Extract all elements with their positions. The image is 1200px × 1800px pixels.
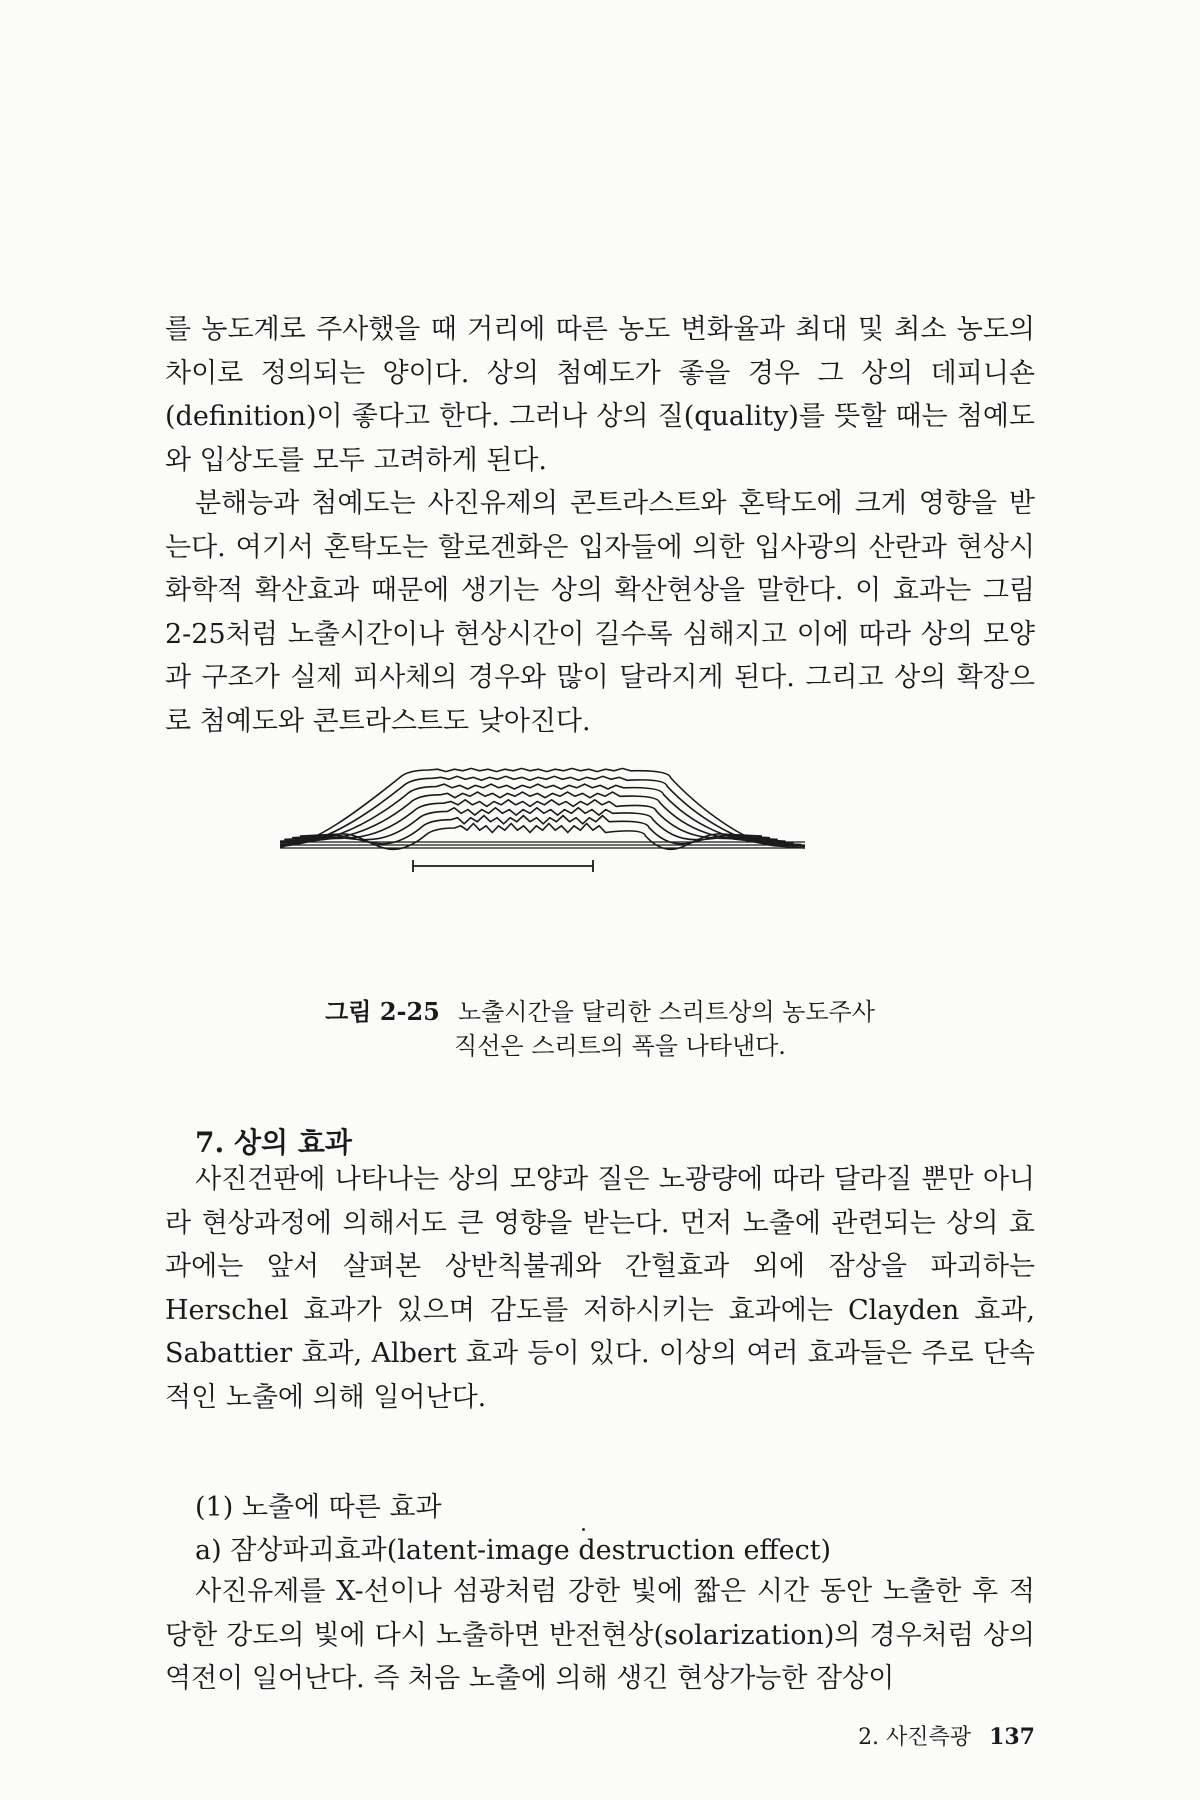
running-footer-chapter: 2. 사진측광 [858,1725,972,1750]
section-number: 7. [195,1126,225,1159]
page-number: 137 [989,1724,1035,1750]
subsection-heading: (1) 노출에 따른 효과 [195,1492,442,1523]
section-heading [195,1123,352,1163]
scan-curves [280,768,805,849]
scan-curve [284,808,778,840]
caption-line-1: 노출시간을 달리한 스리트상의 농도주사 [457,998,875,1026]
subsubsection-heading: a) 잠상파괴효과(latent-image destruction effect) [195,1535,832,1566]
section-body [165,1158,1035,1419]
density-scan-figure [280,740,920,980]
body-text-top [165,308,1035,743]
page-footer [858,1722,1035,1753]
paragraph: 사진유제를 X-선이나 섬광처럼 강한 빛에 짧은 시간 동안 노출한 후 적당한 강도의 빛에 다시 노출하면 반전현상(solarization)의 경우처럼 상의 역전이 일어난다. 즉 처음 노출에 의해 생긴 현상가능한 잠상이 [165,1576,1035,1694]
section-title: 상의 효과 [233,1126,352,1159]
paragraph: 를 농도계로 주사했을 때 거리에 따른 농도 변화율과 최대 및 최소 농도의 차이로 정의되는 양이다. 상의 첨예도가 좋을 경우 그 상의 데피니숀(definition)이 좋다고 한다. 그러나 상의 질(quality)를 뜻할 때는 첨예도와 입상도를 모두 고려하게 된다. [165,314,1035,476]
paragraph: 사진건판에 나타나는 상의 모양과 질은 노광량에 따라 달라질 뿐만 아니라 현상과정에 의해서도 큰 영향을 받는다. 먼저 노출에 관련되는 상의 효과에는 앞서 살펴본 상반칙불궤와 간헐효과 외에 잠상을 파괴하는 Herschel 효과가 있으며 감도를 저하시키는 효과에는 Clayden 효과, Sabattier 효과, Albert 효과 등이 있다. 이상의 여러 효과들은 주로 단속적인 노출에 의해 일어난다. [165,1164,1035,1413]
caption-line-2: 직선은 스리트의 폭을 나타낸다. [454,1032,786,1060]
figure-caption [0,995,1200,1063]
body-text-bottom [165,1570,1035,1701]
caption-label: 그림 2-25 [325,997,440,1026]
paragraph: 분해능과 첨예도는 사진유제의 콘트라스트와 혼탁도에 크게 영향을 받는다. 여기서 혼탁도는 할로겐화은 입자들에 의한 입사광의 산란과 현상시 화학적 확산효과 때문에 생기는 상의 확산현상을 말한다. 이 효과는 그림 2-25처럼 노출시간이나 현상시간이 길수록 심해지고 이에 따라 상의 모양과 구조가 실제 피사체의 경우와 많이 달라지게 된다. 그리고 상의 확장으로 첨예도와 콘트라스트도 낮아진다. [165,488,1035,737]
